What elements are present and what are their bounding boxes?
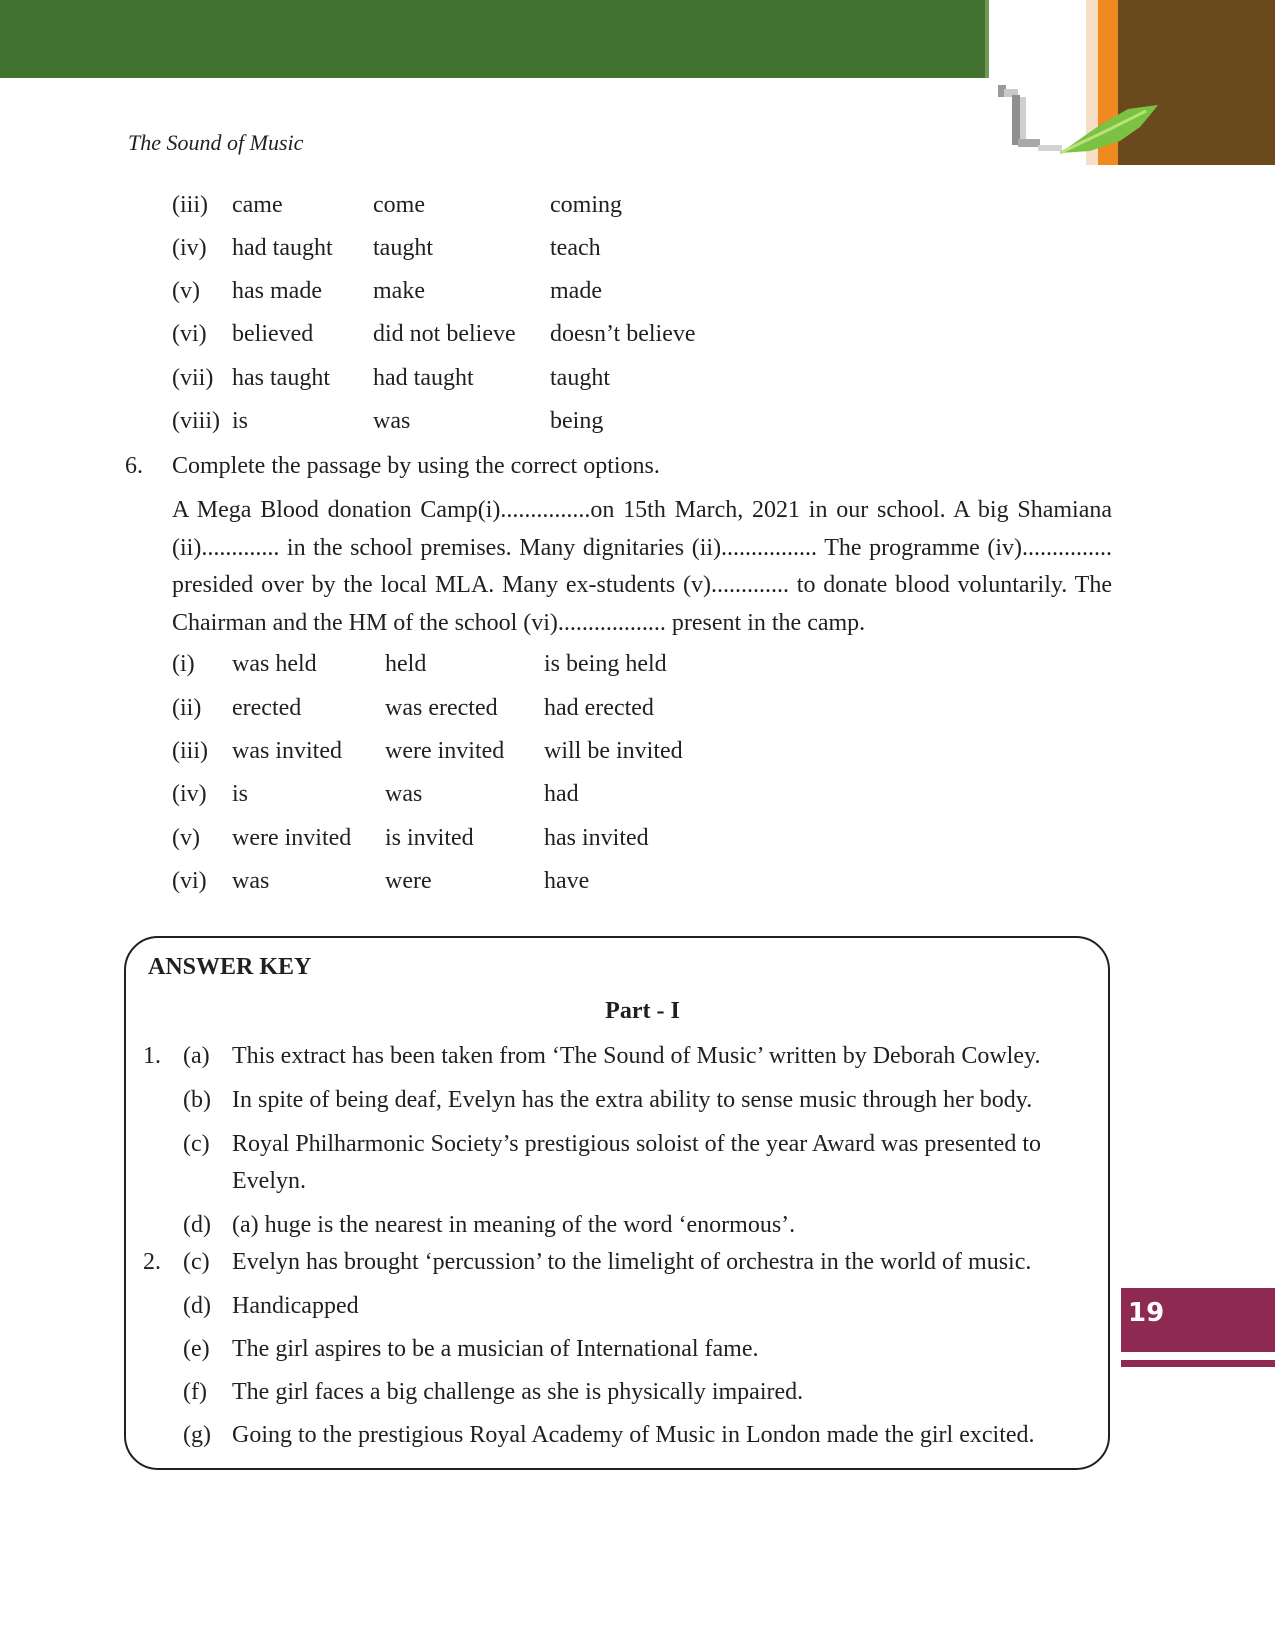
question-instruction: Complete the passage by using the correct options. [172,453,660,479]
option-c: have [544,868,590,894]
option-a: was held [232,651,317,677]
answer-number: 2. [143,1249,161,1275]
option-a: is [232,408,249,434]
answer-text: Going to the prestigious Royal Academy of Music in London made the girl excited. [232,1422,1035,1448]
option-b: was [385,781,423,807]
answer-text: Handicapped [232,1293,359,1319]
option-label: (vii) [172,365,214,391]
answer-text: Evelyn has brought ‘percussion’ to the limelight of orchestra in the world of music. [232,1249,1032,1275]
answer-label: (g) [183,1422,211,1448]
option-a: has taught [232,365,330,391]
answer-label: (a) [183,1043,210,1069]
answer-text: The girl faces a big challenge as she is physically impaired. [232,1379,804,1405]
fill-in-passage [172,492,1112,642]
option-c: will be invited [544,738,683,764]
passage-line: (ii)............. in the school premises. Many dignitaries (ii)................ The programme (iv)............... [172,534,1112,561]
option-label: (ii) [172,695,202,721]
option-c: had erected [544,695,654,721]
question-number: 6. [125,453,143,479]
option-c: taught [550,365,610,391]
option-label: (vi) [172,321,207,347]
option-label: (iv) [172,781,207,807]
answer-label: (e) [183,1336,210,1362]
option-label: (iii) [172,192,208,218]
option-c: doesn’t believe [550,321,696,347]
running-head-title: The Sound of Music [128,130,304,155]
option-label: (v) [172,278,200,304]
answer-text: Royal Philharmonic Society’s prestigious soloist of the year Award was presented to [232,1131,1041,1157]
answer-key-title: ANSWER KEY [148,954,312,980]
option-c: being [550,408,604,434]
answer-label: (d) [183,1212,211,1238]
answer-label: (c) [183,1249,210,1275]
passage-line: Chairman and the HM of the school (vi).................. present in the camp. [172,609,866,636]
header-green-bar [0,0,985,78]
option-a: believed [232,321,314,347]
option-b: come [373,192,425,218]
option-c: had [544,781,579,807]
option-label: (iii) [172,738,208,764]
option-b: is invited [385,825,474,851]
passage-line: A Mega Blood donation Camp(i)...............on 15th March, 2021 in our school. A big Shamiana [172,497,1112,523]
option-b: taught [373,235,433,261]
option-c: is being held [544,651,667,677]
answer-text: This extract has been taken from ‘The Sound of Music’ written by Deborah Cowley. [232,1043,1041,1069]
answer-text: (a) huge is the nearest in meaning of the word ‘enormous’. [232,1212,796,1238]
option-b: held [385,651,427,677]
option-a: was [232,868,270,894]
option-b: was erected [385,695,498,721]
option-label: (vi) [172,868,207,894]
passage-line: presided over by the local MLA. Many ex-students (v)............. to donate blood voluntarily. The [172,572,1112,598]
option-label: (iv) [172,235,207,261]
option-b: did not believe [373,321,516,347]
option-label: (viii) [172,408,220,434]
answer-text-continued: Evelyn. [232,1168,306,1194]
answer-text: The girl aspires to be a musician of International fame. [232,1336,759,1362]
option-c: has invited [544,825,649,851]
option-label: (v) [172,825,200,851]
option-a: is [232,781,249,807]
answer-label: (f) [183,1379,207,1405]
header-green-bar-edge [985,0,989,78]
sprout-leaf-icon [990,75,1170,175]
option-a: was invited [232,738,342,764]
option-c: coming [550,192,622,218]
answer-label: (c) [183,1131,210,1157]
option-b: make [373,278,425,304]
answer-label: (d) [183,1293,211,1319]
option-a: were invited [232,825,352,851]
answer-key-part-heading: Part - I [605,998,680,1024]
option-a: came [232,192,283,218]
option-b: were invited [385,738,505,764]
answer-text: In spite of being deaf, Evelyn has the extra ability to sense music through her body. [232,1087,1033,1113]
option-a: erected [232,695,302,721]
option-c: made [550,278,602,304]
answer-label: (b) [183,1087,211,1113]
option-a: has made [232,278,322,304]
option-b: were [385,868,432,894]
option-a: had taught [232,235,333,261]
option-label: (i) [172,651,195,677]
option-b: was [373,408,411,434]
page-number: 19 [1128,1298,1165,1328]
answer-number: 1. [143,1043,161,1069]
option-c: teach [550,235,601,261]
page-number-rule [1121,1360,1275,1367]
option-b: had taught [373,365,474,391]
